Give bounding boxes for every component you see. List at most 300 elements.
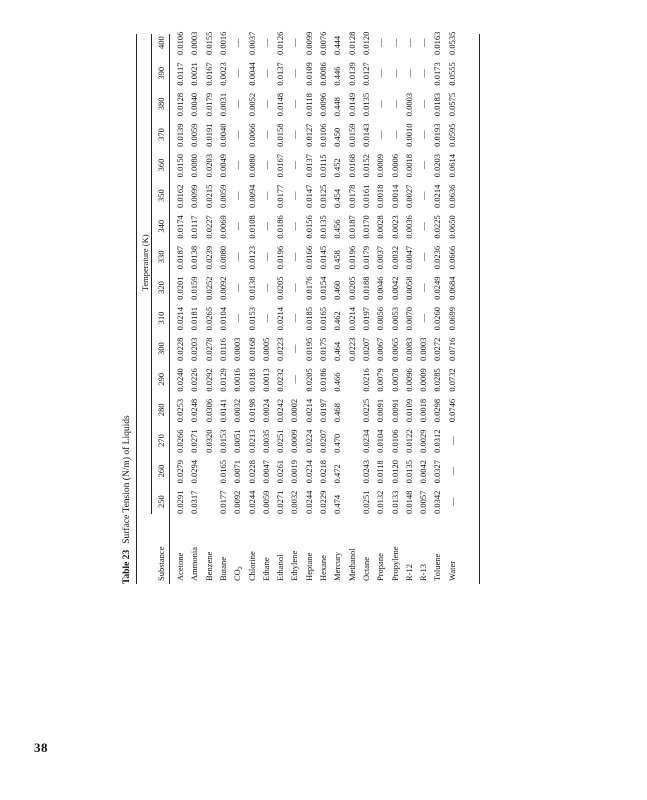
table-cell: 0.0071 <box>232 460 243 484</box>
table-cell: — <box>418 283 429 292</box>
table-cell: 0.0036 <box>403 215 414 239</box>
table-cell: 0.0014 <box>389 184 400 208</box>
table-cell: 0.0214 <box>346 307 357 331</box>
table-cell: 0.0118 <box>375 460 386 484</box>
table-cell: — <box>389 38 400 47</box>
table-cell: — <box>418 252 429 262</box>
table-cell: 0.0044 <box>246 62 257 86</box>
table-cell: 0.0009 <box>418 368 429 392</box>
table-cell: — <box>289 375 300 384</box>
temperature-column-header: 280 <box>156 403 166 417</box>
table-cell: 0.0076 <box>318 31 328 55</box>
table-cell: 0.0123 <box>246 245 257 270</box>
table-cell: — <box>418 313 429 323</box>
substance-name: Methanol <box>346 548 357 581</box>
table-cell: 0.0109 <box>303 62 314 86</box>
temperature-column-header: 290 <box>156 372 166 386</box>
table-cell: 0.0027 <box>403 184 414 208</box>
table-cell: 0.456 <box>332 219 343 239</box>
substance-name: Acetone <box>175 552 185 581</box>
temperature-column-header: 250 <box>156 495 166 508</box>
table-cell: 0.0650 <box>446 215 457 239</box>
table-cell: — <box>289 344 300 353</box>
table-cell: 0.0016 <box>232 368 243 392</box>
table-cell: 0.0139 <box>175 123 185 147</box>
table-cell: — <box>418 38 429 47</box>
page-number: 38 <box>34 740 48 755</box>
table-cell: 0.0127 <box>303 123 314 147</box>
table-cell: 0.0003 <box>232 337 243 361</box>
table-cell: 0.0096 <box>318 92 328 117</box>
table-cell: 0.0223 <box>346 337 357 361</box>
table-cell: 0.0306 <box>203 398 214 423</box>
table-cell: 0.0294 <box>189 460 200 484</box>
table-cell: — <box>289 130 300 139</box>
table-cell: 0.0153 <box>217 429 228 453</box>
table-cell: — <box>289 283 300 292</box>
table-cell: 0.0240 <box>175 368 185 392</box>
temperature-column-header: 260 <box>156 464 166 478</box>
table-cell: 0.0047 <box>403 245 414 270</box>
table-cell: 0.0298 <box>432 398 443 423</box>
table-cell: — <box>289 99 300 109</box>
table-cell: — <box>418 69 429 78</box>
table-cell: 0.0021 <box>189 62 200 86</box>
table-cell: 0.0016 <box>217 31 228 55</box>
table-cell: — <box>289 191 300 200</box>
table-cell: 0.0094 <box>246 184 257 208</box>
table-cell: 0.0120 <box>389 460 400 484</box>
table-cell: 0.0031 <box>217 92 228 117</box>
table-cell: — <box>260 222 271 231</box>
table-cell: 0.0109 <box>403 398 414 423</box>
table-cell: 0.0320 <box>203 429 214 453</box>
table-cell: 0.0118 <box>303 93 314 117</box>
substance-name: Propylene <box>389 546 400 581</box>
table-cell: 0.0161 <box>360 184 371 208</box>
table-cell: 0.472 <box>332 464 343 484</box>
substance-name: R-12 <box>403 564 414 581</box>
table-cell: — <box>232 160 243 170</box>
table-cell: 0.0234 <box>303 460 314 484</box>
table-cell: 0.0040 <box>189 92 200 117</box>
table-cell: 0.0135 <box>318 215 328 239</box>
table-cell: 0.0226 <box>189 368 200 392</box>
table-cell: 0.0317 <box>189 490 200 514</box>
table-cell: — <box>289 69 300 78</box>
table-cell: 0.0006 <box>389 154 400 178</box>
table-cell: — <box>232 99 243 109</box>
table-cell: 0.0070 <box>403 307 414 331</box>
table-cell: 0.0032 <box>232 398 243 423</box>
table-cell: 0.0218 <box>318 460 328 484</box>
table-cell: 0.0252 <box>203 276 214 300</box>
table-cell: — <box>260 283 271 292</box>
table-cell: — <box>289 222 300 231</box>
table-cell: 0.0042 <box>418 460 429 484</box>
table-cell: 0.0187 <box>346 215 357 239</box>
table-cell: 0.0078 <box>389 368 400 392</box>
table-cell: 0.0091 <box>375 398 386 423</box>
table-cell: 0.0040 <box>217 123 228 147</box>
table-cell: 0.0195 <box>303 337 314 361</box>
table-cell: 0.0535 <box>446 31 457 55</box>
table-cell: 0.0167 <box>275 154 286 178</box>
table-cell: — <box>418 222 429 231</box>
table-cell: 0.0224 <box>303 429 314 453</box>
table-cell: 0.0196 <box>275 245 286 270</box>
table-cell: 0.0205 <box>275 276 286 300</box>
table-cell: — <box>232 313 243 323</box>
table-rule <box>169 34 170 584</box>
table-cell: 0.0069 <box>217 215 228 239</box>
table-cell: 0.0092 <box>217 276 228 300</box>
table-caption <box>122 415 132 584</box>
table-cell: 0.0139 <box>346 62 357 86</box>
table-cell: 0.0251 <box>360 490 371 514</box>
table-cell: — <box>232 191 243 200</box>
table-cell: 0.0327 <box>432 460 443 484</box>
table-cell: — <box>375 99 386 109</box>
table-cell: — <box>232 38 243 47</box>
table-cell: — <box>446 436 457 445</box>
temperature-column-header: 340 <box>156 219 166 233</box>
table-cell: 0.0214 <box>432 184 443 208</box>
table-cell: 0.0148 <box>275 92 286 117</box>
table-cell: 0.0133 <box>389 490 400 514</box>
table-cell: — <box>389 69 400 78</box>
table-cell: 0.448 <box>332 97 343 117</box>
table-cell: 0.0699 <box>446 307 457 331</box>
table-cell: 0.0177 <box>275 184 286 208</box>
substance-header: Substance <box>156 546 166 581</box>
table-cell: — <box>260 130 271 139</box>
table-cell: 0.458 <box>332 250 343 270</box>
table-cell: 0.0179 <box>203 92 214 117</box>
table-cell: 0.0156 <box>303 215 314 239</box>
table-cell: 0.0059 <box>189 123 200 147</box>
table-cell: 0.0271 <box>189 429 200 453</box>
table-cell: 0.0042 <box>389 276 400 300</box>
table-cell: 0.0214 <box>175 307 185 331</box>
temperature-column-header: 300 <box>156 342 166 355</box>
table-cell: 0.0126 <box>275 31 286 55</box>
table-cell: 0.0234 <box>360 429 371 453</box>
table-cell: 0.0154 <box>318 276 328 300</box>
table-cell: 0.474 <box>332 494 343 514</box>
table-cell: — <box>418 191 429 200</box>
table-cell: 0.0278 <box>203 337 214 361</box>
table-cell: 0.0162 <box>175 184 185 208</box>
table-cell: 0.0244 <box>246 490 257 514</box>
table-cell: 0.0049 <box>217 154 228 178</box>
table-cell: 0.0167 <box>203 62 214 86</box>
rotated-table <box>121 31 496 584</box>
table-cell: 0.0666 <box>446 245 457 270</box>
table-cell: 0.0059 <box>217 184 228 208</box>
table-cell: — <box>260 160 271 170</box>
table-cell: 0.0198 <box>246 398 257 423</box>
table-cell: 0.0223 <box>275 337 286 361</box>
table-cell: 0.0165 <box>318 307 328 331</box>
table-cell: 0.0104 <box>217 307 228 331</box>
table-cell: 0.0155 <box>203 31 214 55</box>
table-number: Table 23 <box>122 549 132 584</box>
table-cell: 0.0032 <box>389 245 400 270</box>
substance-name: Propane <box>375 553 386 581</box>
table-cell: 0.0279 <box>175 460 185 484</box>
table-cell: 0.0205 <box>346 276 357 300</box>
table-cell: 0.0010 <box>403 123 414 147</box>
table-cell: — <box>260 313 271 323</box>
table-cell: 0.0099 <box>303 31 314 55</box>
table-cell: 0.0080 <box>189 154 200 178</box>
table-cell: 0.0197 <box>318 398 328 423</box>
table-cell: — <box>232 252 243 262</box>
table-cell: 0.0129 <box>217 368 228 392</box>
table-cell: 0.0239 <box>203 245 214 270</box>
table-cell: 0.0032 <box>289 490 300 514</box>
table-cell: 0.0253 <box>175 398 185 423</box>
table-cell: 0.0179 <box>360 245 371 270</box>
table-cell: 0.0168 <box>246 337 257 361</box>
table-cell: 0.0132 <box>375 490 386 514</box>
substance-name: $CO_2$ <box>232 566 245 581</box>
table-cell: 0.0035 <box>260 429 271 453</box>
table-cell: 0.0291 <box>175 490 185 514</box>
temperature-header: Temperature (K) <box>140 234 150 292</box>
table-cell: 0.0153 <box>246 307 257 331</box>
table-cell: 0.0183 <box>432 92 443 117</box>
table-cell: 0.0116 <box>217 337 228 361</box>
table-cell: — <box>289 252 300 262</box>
substance-name: Octane <box>360 556 371 581</box>
table-cell: 0.0205 <box>303 368 314 392</box>
table-cell: — <box>260 99 271 109</box>
table-cell: — <box>260 252 271 262</box>
table-cell: 0.0203 <box>189 337 200 361</box>
substance-name: Ethane <box>260 557 271 581</box>
table-cell: 0.0128 <box>346 31 357 55</box>
table-cell: 0.0065 <box>389 337 400 361</box>
table-cell: 0.0168 <box>346 154 357 178</box>
substance-name: Water <box>446 560 457 581</box>
table-cell: 0.0003 <box>403 92 414 117</box>
table-cell: 0.0037 <box>375 245 386 270</box>
table-cell: 0.0138 <box>189 245 200 270</box>
table-cell: 0.0716 <box>446 337 457 361</box>
table-cell: 0.0186 <box>318 368 328 392</box>
table-cell: 0.446 <box>332 66 343 86</box>
substance-name: R-13 <box>418 564 429 581</box>
table-cell: 0.0059 <box>260 490 271 514</box>
table-cell: 0.0159 <box>189 276 200 300</box>
table-cell: 0.0149 <box>346 92 357 117</box>
substance-name: Toluene <box>432 553 443 581</box>
substance-name: Mercury <box>332 551 343 581</box>
table-cell: 0.0147 <box>303 184 314 208</box>
table-cell: 0.0023 <box>389 215 400 239</box>
table-cell: 0.0188 <box>360 276 371 300</box>
table-cell: 0.0173 <box>432 62 443 86</box>
table-cell: — <box>289 38 300 47</box>
table-cell: 0.0137 <box>303 154 314 178</box>
table-cell: 0.0148 <box>403 490 414 514</box>
table-cell: 0.0176 <box>303 276 314 300</box>
table-cell: 0.0135 <box>403 460 414 484</box>
table-cell: — <box>375 69 386 78</box>
table-cell: 0.0051 <box>232 429 243 453</box>
table-cell: 0.0128 <box>175 92 185 117</box>
table-rule <box>151 34 152 514</box>
table-cell: 0.0092 <box>232 490 243 514</box>
table-cell: 0.0046 <box>375 276 386 300</box>
table-cell: — <box>260 191 271 200</box>
table-cell: 0.0159 <box>346 123 357 147</box>
table-cell: 0.0174 <box>175 215 185 239</box>
table-cell: 0.0080 <box>246 154 257 178</box>
table-cell: 0.0005 <box>260 337 271 361</box>
table-cell: 0.0196 <box>346 245 357 270</box>
table-cell: 0.0056 <box>375 307 386 331</box>
table-cell: 0.0086 <box>318 62 328 86</box>
table-cell: 0.0248 <box>189 398 200 423</box>
table-cell: 0.0066 <box>246 123 257 147</box>
table-rule <box>479 34 480 584</box>
table-cell: 0.0002 <box>289 398 300 423</box>
table-cell: 0.0555 <box>446 62 457 86</box>
table-cell: 0.464 <box>332 341 343 361</box>
table-cell: 0.0024 <box>260 398 271 423</box>
table-cell: 0.0029 <box>418 429 429 453</box>
table-cell: 0.0214 <box>303 398 314 423</box>
substance-name: Ethanol <box>275 554 286 581</box>
table-cell: 0.0106 <box>389 429 400 453</box>
table-cell: 0.452 <box>332 158 343 178</box>
table-cell: 0.0018 <box>403 154 414 178</box>
table-cell: 0.0165 <box>217 460 228 484</box>
temperature-column-header: 360 <box>156 158 166 172</box>
table-cell: 0.0216 <box>360 368 371 392</box>
table-cell: 0.0152 <box>360 154 371 178</box>
table-cell: 0.0037 <box>246 31 257 55</box>
temperature-column-header: 270 <box>156 434 166 447</box>
table-cell: 0.0003 <box>189 31 200 55</box>
table-cell: 0.0292 <box>203 368 214 392</box>
table-cell: 0.0117 <box>189 215 200 239</box>
table-cell: 0.0166 <box>303 245 314 270</box>
table-cell: 0.0127 <box>360 62 371 86</box>
table-cell: — <box>289 313 300 323</box>
table-cell: — <box>418 130 429 139</box>
table-rule <box>136 34 137 584</box>
table-cell: 0.0178 <box>346 184 357 208</box>
table-cell: 0.0186 <box>275 215 286 239</box>
substance-subscript: 2 <box>238 566 245 570</box>
table-cell: 0.0215 <box>203 184 214 208</box>
table-cell: — <box>375 130 386 139</box>
table-cell: 0.0225 <box>432 215 443 239</box>
table-cell: 0.0122 <box>403 429 414 453</box>
table-cell: 0.0244 <box>303 490 314 514</box>
table-cell: 0.444 <box>332 35 343 55</box>
table-cell: 0.0023 <box>217 62 228 86</box>
table-cell: 0.0143 <box>360 123 371 147</box>
table-cell: 0.0684 <box>446 276 457 300</box>
substance-name: Ammonia <box>189 547 200 581</box>
temperature-column-header: 390 <box>156 66 166 80</box>
table-cell: 0.0120 <box>360 31 371 55</box>
table-cell: 0.0080 <box>217 245 228 270</box>
table-cell: 0.0170 <box>360 215 371 239</box>
table-cell: 0.0207 <box>360 337 371 361</box>
table-cell: 0.0595 <box>446 123 457 147</box>
table-title: Surface Tension (N/m) of Liquids <box>122 415 132 544</box>
table-cell: 0.0203 <box>432 154 443 178</box>
table-cell: 0.0018 <box>375 184 386 208</box>
table-cell: 0.0201 <box>175 276 185 300</box>
table-cell: 0.0214 <box>275 307 286 331</box>
temperature-column-header: 370 <box>156 128 166 141</box>
table-cell: 0.0193 <box>432 123 443 147</box>
table-cell: 0.450 <box>332 127 343 147</box>
table-cell: 0.0138 <box>246 276 257 300</box>
table-cell: 0.0614 <box>446 154 457 178</box>
temperature-column-header: 350 <box>156 189 166 202</box>
table-cell: 0.0019 <box>289 460 300 484</box>
substance-name: Chlorine <box>246 551 257 581</box>
table-cell: 0.0225 <box>360 398 371 423</box>
table-cell: 0.0197 <box>360 307 371 331</box>
table-cell: — <box>418 160 429 170</box>
table-cell: 0.0260 <box>432 307 443 331</box>
table-cell: 0.0249 <box>432 276 443 300</box>
table-cell: 0.460 <box>332 280 343 300</box>
table-cell: 0.0028 <box>375 215 386 239</box>
table-cell: 0.0732 <box>446 368 457 392</box>
table-cell: 0.0342 <box>432 490 443 514</box>
table-cell: — <box>403 69 414 78</box>
table-cell: — <box>446 466 457 476</box>
table-cell: — <box>389 99 400 109</box>
table-cell: 0.0185 <box>303 307 314 331</box>
table-cell: 0.0096 <box>403 368 414 392</box>
table-cell: — <box>389 130 400 139</box>
table-cell: 0.0106 <box>318 123 328 147</box>
temperature-column-header: 400 <box>156 36 166 49</box>
table-cell: 0.0213 <box>246 429 257 453</box>
table-cell: 0.0207 <box>318 429 328 453</box>
table-cell: 0.0232 <box>275 368 286 392</box>
table-cell: 0.0135 <box>360 92 371 117</box>
table-cell: 0.0251 <box>275 429 286 453</box>
table-cell: — <box>232 283 243 292</box>
table-cell: 0.0052 <box>246 92 257 117</box>
table-cell: — <box>375 38 386 47</box>
table-cell: — <box>289 160 300 170</box>
table-cell: — <box>446 497 457 506</box>
substance-name: Heptane <box>303 552 314 581</box>
temperature-column-header: 310 <box>156 311 166 325</box>
table-cell: 0.0175 <box>318 337 328 361</box>
table-cell: 0.0261 <box>275 460 286 484</box>
table-cell: 0.0265 <box>203 307 214 331</box>
table-cell: 0.0137 <box>275 62 286 86</box>
table-cell: 0.0125 <box>318 184 328 208</box>
table-cell: 0.0636 <box>446 184 457 208</box>
table-cell: 0.0163 <box>432 31 443 55</box>
table-cell: 0.0018 <box>418 398 429 423</box>
